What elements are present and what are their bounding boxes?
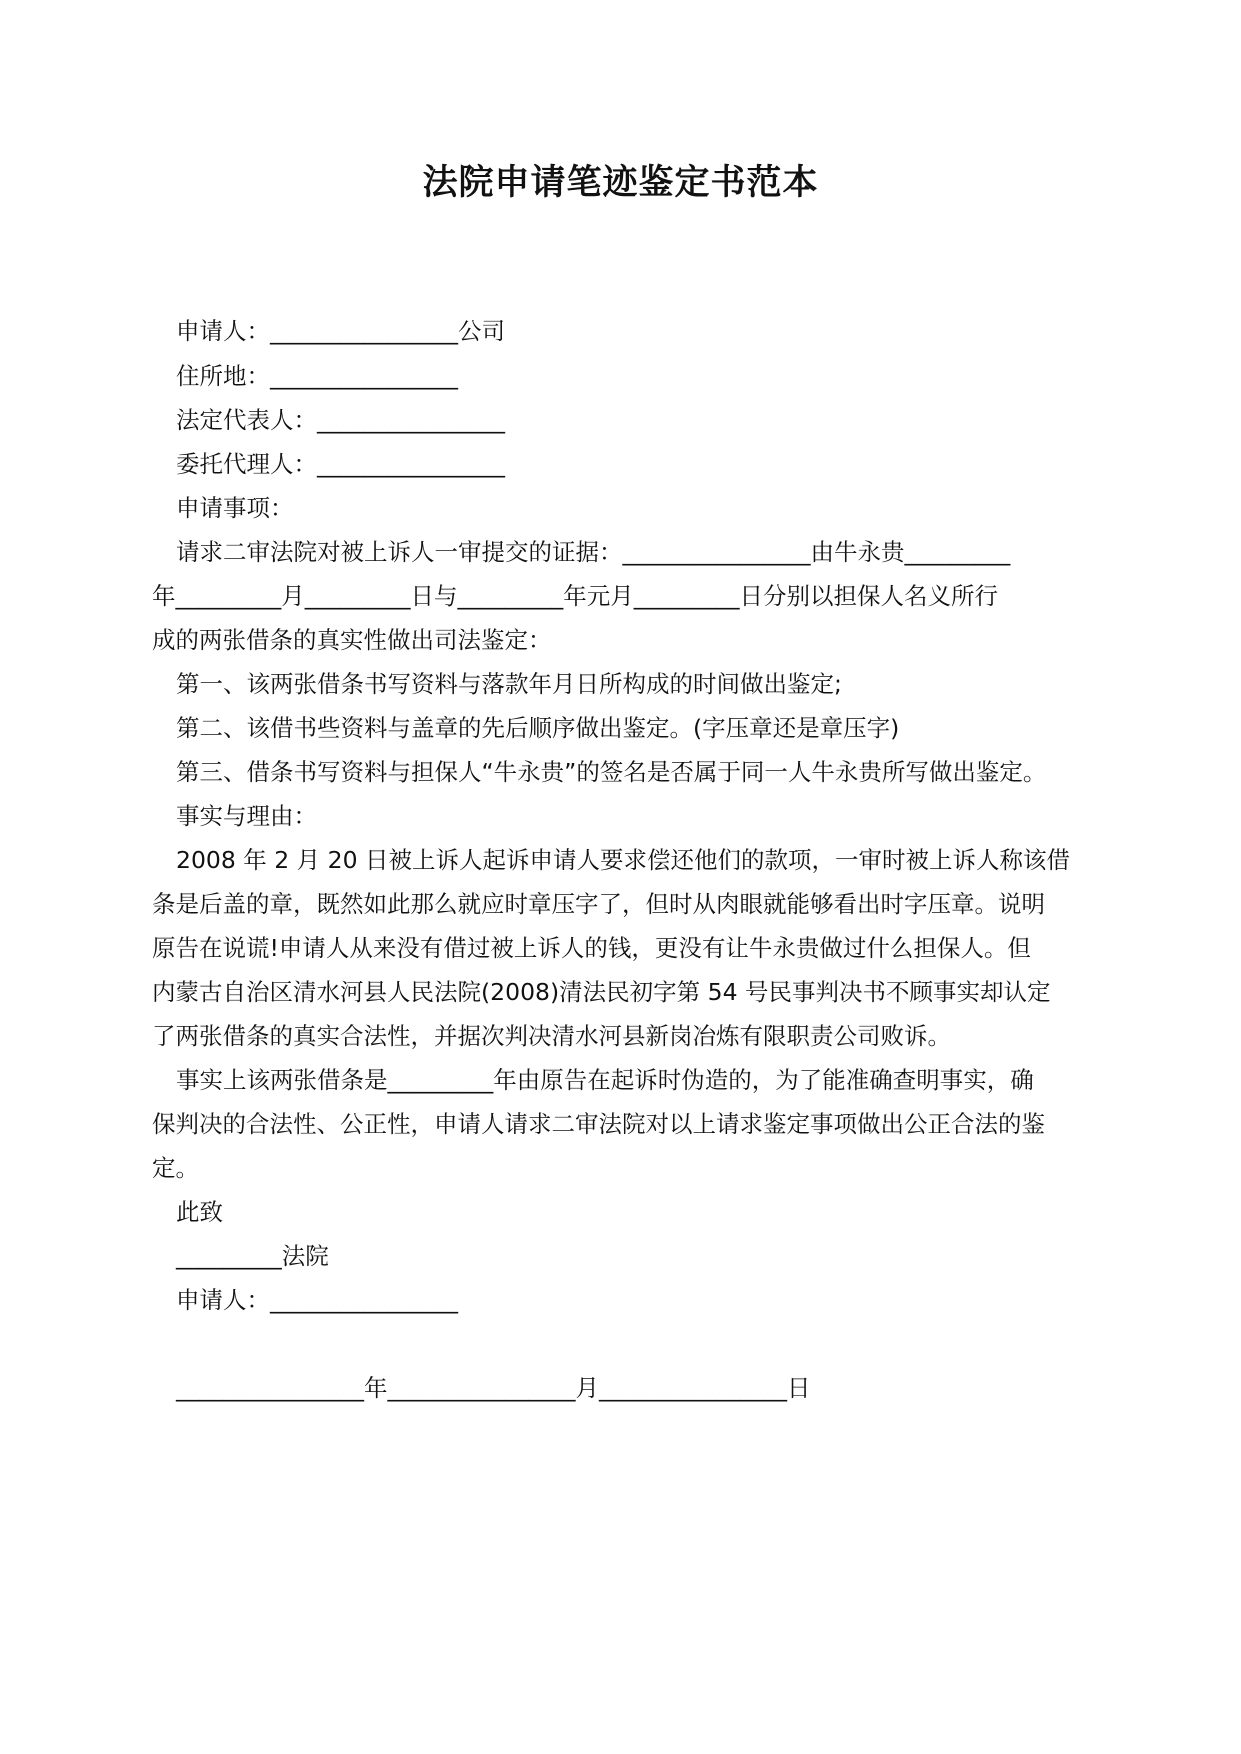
applicant-line: 申请人：________________公司 [176,317,505,345]
conclusion-paragraph-line-1: 事实上该两张借条是_________年由原告在起诉时伪造的，为了能准确查明事实，确 [176,1066,1034,1094]
address-line: 住所地：________________ [176,362,458,390]
facts-paragraph-line-3: 原告在说谎!申请人从来没有借过被上诉人的钱，更没有让牛永贵做过什么担保人。但 [152,934,1031,962]
application-items-heading: 申请事项： [176,494,294,522]
agent-line: 委托代理人：________________ [176,450,505,478]
item-one: 第一、该两张借条书写资料与落款年月日所构成的时间做出鉴定; [176,670,842,698]
request-paragraph-line-1: 请求二审法院对被上诉人一审提交的证据：________________由牛永贵_________ [176,538,1011,566]
facts-paragraph-line-2: 条是后盖的章，既然如此那么就应时章压字了，但时从肉眼就能够看出时字压章。说明 [152,890,1045,918]
item-two: 第二、该借书些资料与盖章的先后顺序做出鉴定。(字压章还是章压字) [176,714,900,742]
item-three: 第三、借条书写资料与担保人“牛永贵”的签名是否属于同一人牛永贵所写做出鉴定。 [176,758,1047,786]
salutation: 此致 [176,1198,223,1226]
court-addressee: _________法院 [176,1242,329,1270]
conclusion-paragraph-line-2: 保判决的合法性、公正性，申请人请求二审法院对以上请求鉴定事项做出公正合法的鉴 [152,1110,1045,1138]
conclusion-paragraph-line-3: 定。 [152,1154,199,1182]
facts-paragraph-line-1: 2008 年 2 月 20 日被上诉人起诉申请人要求偿还他们的款项，一审时被上诉人称该借 [176,846,1071,874]
legal-representative-line: 法定代表人：________________ [176,406,505,434]
applicant-signature-line: 申请人：________________ [176,1286,458,1314]
facts-heading: 事实与理由： [176,802,317,830]
facts-paragraph-line-5: 了两张借条的真实合法性，并据次判决清水河县新岗冶炼有限职责公司败诉。 [152,1022,951,1050]
request-paragraph-line-3: 成的两张借条的真实性做出司法鉴定： [152,626,552,654]
date-line: ________________年________________月________________日 [176,1374,811,1402]
request-paragraph-line-2: 年_________月_________日与_________年元月_________日分别以担保人名义所行 [152,582,998,610]
document-title: 法院申请笔迹鉴定书范本 [422,163,819,203]
facts-paragraph-line-4: 内蒙古自治区清水河县人民法院(2008)清法民初字第 54 号民事判决书不顾事实却认定 [152,978,1051,1006]
